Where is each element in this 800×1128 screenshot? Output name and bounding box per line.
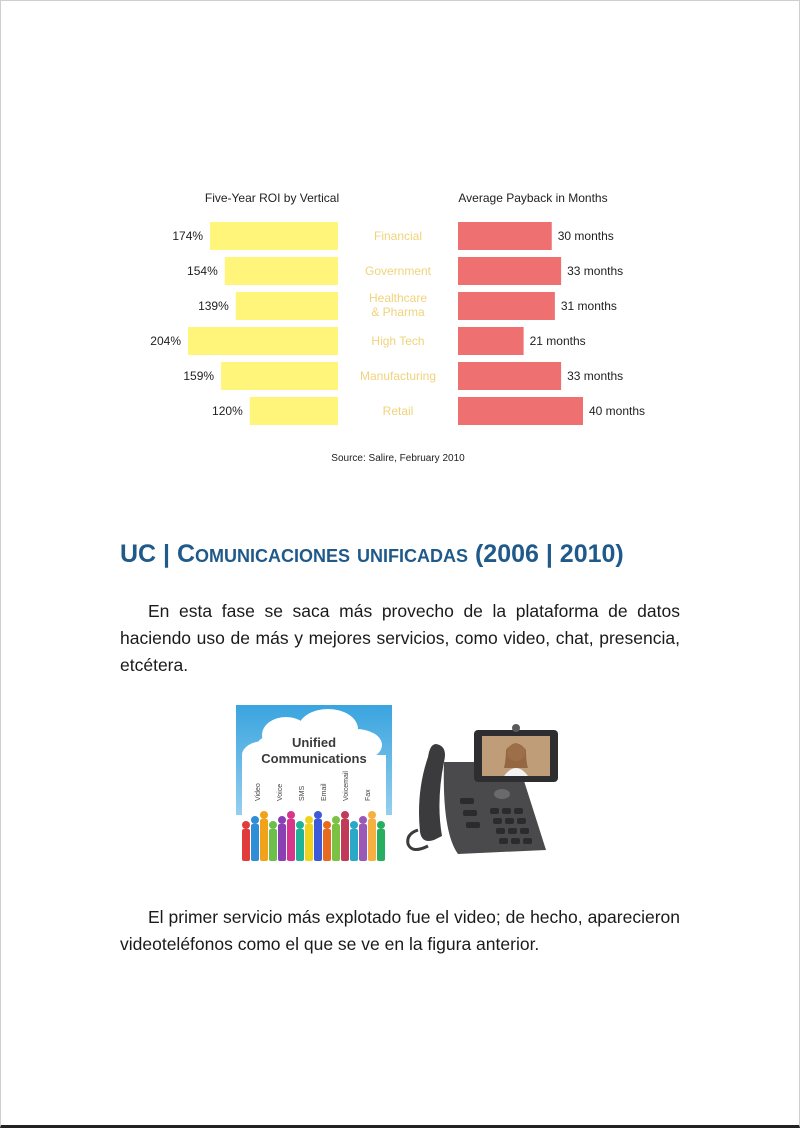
phone-key xyxy=(466,822,480,828)
payback-bar xyxy=(458,362,561,390)
roi-bar xyxy=(210,222,338,250)
phone-key xyxy=(520,828,529,834)
payback-label: 21 months xyxy=(529,334,586,348)
cloud-word: Voicemail xyxy=(343,771,350,801)
paragraph-video: El primer servicio más explotado fue el video; de hecho, aparecieron videoteléfonos como el que se ve en la figura anterior. xyxy=(120,907,680,954)
cloud-title-1: Unified xyxy=(291,735,337,750)
person-head xyxy=(332,816,340,824)
phone-key xyxy=(514,808,523,814)
person-body xyxy=(305,824,313,861)
cloud-title-2: Communications xyxy=(261,751,367,766)
phone-key xyxy=(508,828,517,834)
cloud-word: SMS xyxy=(299,785,306,801)
roi-bar xyxy=(188,327,338,355)
person-body xyxy=(314,819,322,861)
payback-label: 33 months xyxy=(567,264,624,278)
phone-key xyxy=(505,818,514,824)
roi-title: Five-Year ROI by Vertical xyxy=(204,191,340,205)
phone-key xyxy=(463,810,477,816)
payback-label: 30 months xyxy=(557,229,614,243)
phone-handset xyxy=(419,744,445,841)
roi-label: 174% xyxy=(172,229,204,243)
person-body xyxy=(251,824,259,861)
person-body xyxy=(350,829,358,861)
person-body xyxy=(368,819,376,861)
person-head xyxy=(359,816,367,824)
roi-bar xyxy=(236,292,338,320)
roi-bar xyxy=(225,257,338,285)
person-head xyxy=(287,811,295,819)
roi-bar xyxy=(221,362,338,390)
chart-source: Source: Salire, February 2010 xyxy=(331,453,465,464)
section-heading xyxy=(120,540,624,569)
person-head xyxy=(269,821,277,829)
person-head xyxy=(341,811,349,819)
cloud-word: Email xyxy=(321,783,328,801)
unified-communications-illustration xyxy=(236,705,392,867)
cloud-word: Fax xyxy=(365,789,372,801)
heading-prefix: UC | xyxy=(120,540,177,568)
phone-key xyxy=(496,828,505,834)
payback-label: 31 months xyxy=(560,299,617,313)
roi-label: 204% xyxy=(150,334,181,348)
person-body xyxy=(278,824,286,861)
phone-key xyxy=(493,818,502,824)
person-head xyxy=(305,816,313,824)
person-head xyxy=(323,821,331,829)
person-body xyxy=(269,829,277,861)
payback-bar xyxy=(458,397,583,425)
category-label: Financial xyxy=(373,229,423,243)
payback-label: 40 months xyxy=(589,404,646,418)
cloud-word: Video xyxy=(255,783,262,801)
person-head xyxy=(278,816,286,824)
payback-bar xyxy=(458,327,524,355)
person-body xyxy=(359,824,367,861)
person-body xyxy=(242,829,250,861)
video-phone-illustration xyxy=(398,722,568,862)
category-label: Healthcare & Pharma xyxy=(368,291,428,319)
person-head xyxy=(242,821,250,829)
payback-label: 33 months xyxy=(567,369,624,383)
person-head xyxy=(260,811,268,819)
phone-key xyxy=(502,808,511,814)
roi-label: 120% xyxy=(212,404,243,418)
person-head xyxy=(314,811,322,819)
phone-key xyxy=(499,838,508,844)
phone-key xyxy=(460,798,474,804)
person-head xyxy=(377,821,385,829)
person-body xyxy=(260,819,268,861)
category-label: Retail xyxy=(382,404,414,418)
category-label: Manufacturing xyxy=(359,369,437,383)
roi-bar xyxy=(250,397,338,425)
person-head xyxy=(296,821,304,829)
person-body xyxy=(332,824,340,861)
person-head xyxy=(350,821,358,829)
payback-bar xyxy=(458,292,555,320)
cloud-word: Voice xyxy=(277,783,284,801)
person-body xyxy=(341,819,349,861)
payback-bar xyxy=(458,257,561,285)
person-body xyxy=(323,829,331,861)
phone-key xyxy=(517,818,526,824)
heading-years: (2006 | 2010) xyxy=(468,540,624,568)
phone-key xyxy=(490,808,499,814)
person-body xyxy=(287,819,295,861)
category-label: Government xyxy=(364,264,432,278)
paragraph-intro: En esta fase se saca más provecho de la plataforma de datos haciendo uso de más y mejores servicios, como video, chat, presencia, etcétera. xyxy=(120,601,680,675)
heading-title: Comunicaciones unificadas xyxy=(177,540,469,568)
roi-payback-chart xyxy=(140,180,670,470)
phone-key xyxy=(511,838,520,844)
person-head xyxy=(368,811,376,819)
payback-title: Average Payback in Months xyxy=(458,191,608,205)
roi-label: 159% xyxy=(183,369,215,383)
payback-bar xyxy=(458,222,552,250)
phone-key xyxy=(523,838,532,844)
category-label: High Tech xyxy=(371,334,425,348)
person-body xyxy=(377,829,385,861)
person-body xyxy=(296,829,304,861)
roi-label: 139% xyxy=(198,299,229,313)
person-head xyxy=(251,816,259,824)
roi-label: 154% xyxy=(187,264,218,278)
